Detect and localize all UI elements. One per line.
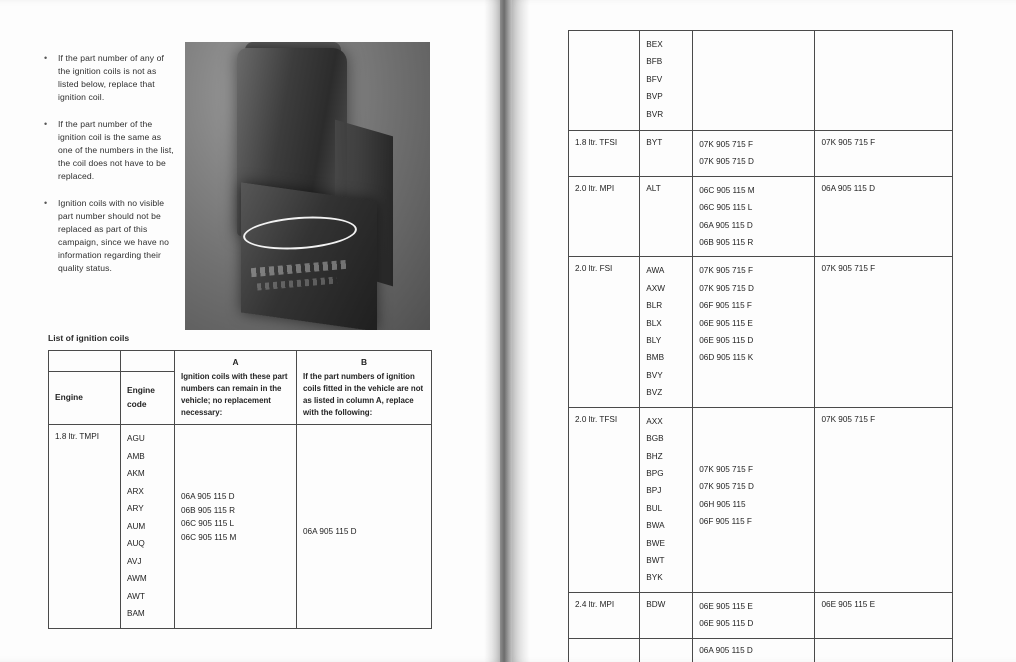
part-number: 07K 905 715 F [821, 414, 876, 424]
engine-code: AWT [127, 591, 145, 601]
header-engine: Engine [49, 371, 121, 425]
table-row [569, 592, 953, 638]
engine-code: AMB [127, 451, 145, 461]
part-number: 07K 905 715 F [821, 138, 876, 147]
cell-column-a-parts [693, 257, 815, 407]
engine-code: BUL [646, 503, 663, 513]
engine-code: BYT [646, 138, 663, 147]
cell-column-b-parts [815, 407, 953, 592]
part-number: 06F 905 115 F [699, 516, 752, 526]
ignition-coil-table-left [48, 350, 432, 629]
cell-engine-codes [640, 176, 693, 257]
cell-engine [569, 638, 640, 662]
bullet-text: If the part number of any of the ignition coils is not as listed below, replace that ignition coil. [58, 53, 164, 102]
part-number: 06B 905 115 R [181, 505, 236, 515]
bullet-dot-icon: • [44, 119, 48, 129]
table-row [569, 131, 953, 177]
engine-code: AUQ [127, 539, 145, 548]
part-number: 06C 905 115 M [699, 185, 755, 195]
engine-code: BHZ [646, 451, 663, 461]
part-number: 06A 905 115 D [699, 645, 753, 655]
cell-engine-codes [121, 425, 175, 629]
cell-column-a-parts [693, 407, 815, 592]
column-a-letter: A [175, 351, 297, 372]
part-number: 07K 905 715 F [699, 266, 753, 276]
engine-code: AGU [127, 434, 145, 443]
part-number: 07K 905 715 F [699, 140, 753, 149]
cell-column-b-parts [297, 425, 432, 629]
engine-code: ARY [127, 504, 144, 513]
header-spacer-code [121, 351, 175, 372]
engine-code: AKM [127, 469, 145, 478]
part-number: 07K 905 715 F [821, 264, 876, 274]
table-row [49, 425, 432, 629]
engine-code: BMB [646, 353, 665, 363]
engine-code: BLR [646, 301, 663, 311]
table-row [569, 638, 953, 662]
cell-column-a-parts [693, 31, 815, 131]
part-number: 06E 905 115 E [699, 318, 753, 328]
cell-column-b-parts [815, 131, 953, 177]
engine-code: BVZ [646, 388, 663, 398]
engine-code: AWA [646, 266, 665, 276]
part-number: 07K 905 715 D [699, 157, 754, 167]
list-item [44, 197, 174, 275]
table-row [569, 176, 953, 257]
table-row [569, 407, 953, 592]
part-number: 07K 905 715 D [699, 482, 754, 492]
part-number: 06A 905 115 D [303, 527, 357, 536]
engine-code: BWE [646, 538, 665, 548]
cell-column-b-parts [815, 176, 953, 257]
engine-code: BFB [646, 57, 663, 67]
left-page [0, 0, 500, 662]
engine-code: AXW [646, 283, 665, 293]
cell-column-b-parts [815, 257, 953, 407]
cell-engine-codes [640, 638, 693, 662]
cell-engine: 2.0 ltr. FSI [569, 257, 640, 407]
cell-column-b-parts [815, 638, 953, 662]
part-number: 06F 905 115 F [699, 301, 752, 311]
engine-code: BLX [646, 318, 662, 328]
cell-column-a-parts [175, 425, 297, 629]
part-number: 06C 905 115 M [181, 532, 237, 542]
part-number: 06H 905 115 [699, 499, 746, 509]
cell-engine-codes [640, 407, 693, 592]
table-header-row-desc [49, 371, 432, 425]
engine-code: BEX [646, 40, 663, 49]
part-number: 06B 905 115 R [699, 238, 754, 248]
part-number: 06A 905 115 D [821, 183, 876, 193]
engine-code: BVR [646, 109, 664, 119]
engine-code: BFV [646, 74, 663, 84]
engine-code: BLY [646, 336, 662, 346]
cell-engine: 2.4 ltr. MPI [569, 592, 640, 638]
book-gutter-shadow [500, 0, 512, 662]
cell-column-b-parts [815, 592, 953, 638]
cell-column-a-parts [693, 176, 815, 257]
table-row [569, 31, 953, 131]
part-number: 06C 905 115 L [699, 203, 753, 213]
table-header-row [49, 351, 432, 372]
cell-column-a-parts [693, 638, 815, 662]
part-number: 07K 905 715 F [699, 464, 753, 474]
part-number: 06C 905 115 L [181, 519, 235, 528]
list-title: List of ignition coils [48, 333, 130, 343]
header-spacer-engine [49, 351, 121, 372]
bullet-list [44, 52, 174, 289]
engine-code: BVP [646, 92, 663, 102]
part-number: 07K 905 715 D [699, 283, 754, 293]
engine-code: AXX [646, 416, 663, 426]
part-number: 06E 905 115 D [699, 336, 754, 346]
part-number: 06E 905 115 D [699, 619, 754, 629]
header-engine-code: Engine code [121, 371, 175, 425]
column-a-description: Ignition coils with these part numbers can remain in the vehicle; no replacement necessary: [175, 371, 297, 425]
engine-code: BVY [646, 370, 663, 380]
cell-engine: 2.0 ltr. TFSI [569, 407, 640, 592]
engine-code: BAM [127, 609, 145, 618]
cell-engine-codes [640, 131, 693, 177]
engine-code: AWM [127, 574, 147, 583]
part-number: 06D 905 115 K [699, 353, 754, 363]
engine-code: AUM [127, 521, 146, 531]
engine-code: AVJ [127, 556, 142, 566]
engine-code: BWA [646, 521, 665, 531]
cell-engine [569, 31, 640, 131]
engine-code: BPJ [646, 486, 662, 496]
list-item [44, 118, 174, 183]
engine-code: BDW [646, 599, 666, 609]
engine-code: BWT [646, 555, 665, 565]
bullet-text: If the part number of the ignition coil is the same as one of the numbers in the list, the coil does not have to be replaced. [58, 119, 174, 181]
column-b-letter: B [297, 351, 432, 372]
part-number: 06E 905 115 E [699, 601, 753, 611]
cell-column-a-parts [693, 592, 815, 638]
cell-engine: 1.8 ltr. TFSI [569, 131, 640, 177]
bullet-dot-icon: • [44, 198, 48, 208]
bullet-dot-icon: • [44, 53, 48, 63]
column-b-description: If the part numbers of ignition coils fitted in the vehicle are not as listed in column A, replace with the following: [297, 371, 432, 425]
engine-code: ALT [646, 183, 661, 193]
engine-code: ARX [127, 486, 144, 496]
ignition-coil-photo [185, 42, 430, 330]
coil-connector-shape [241, 182, 377, 330]
part-number: 06A 905 115 D [699, 220, 753, 230]
table-row [569, 257, 953, 407]
engine-code: BPG [646, 468, 664, 478]
cell-engine-codes [640, 592, 693, 638]
ignition-coil-table-right [568, 30, 953, 662]
cell-engine-codes [640, 31, 693, 131]
right-page [512, 0, 1016, 662]
part-number: 06A 905 115 D [181, 492, 235, 501]
cell-engine-codes [640, 257, 693, 407]
cell-engine: 1.8 ltr. TMPI [49, 425, 121, 629]
bullet-text: Ignition coils with no visible part number should not be replaced as part of this campaign, since we have no information regarding their quality status. [58, 198, 170, 273]
cell-column-b-parts [815, 31, 953, 131]
cell-column-a-parts [693, 131, 815, 177]
list-item [44, 52, 174, 104]
part-number: 06E 905 115 E [821, 599, 876, 609]
engine-code: BYK [646, 573, 663, 583]
engine-code: BGB [646, 434, 664, 444]
cell-engine: 2.0 ltr. MPI [569, 176, 640, 257]
